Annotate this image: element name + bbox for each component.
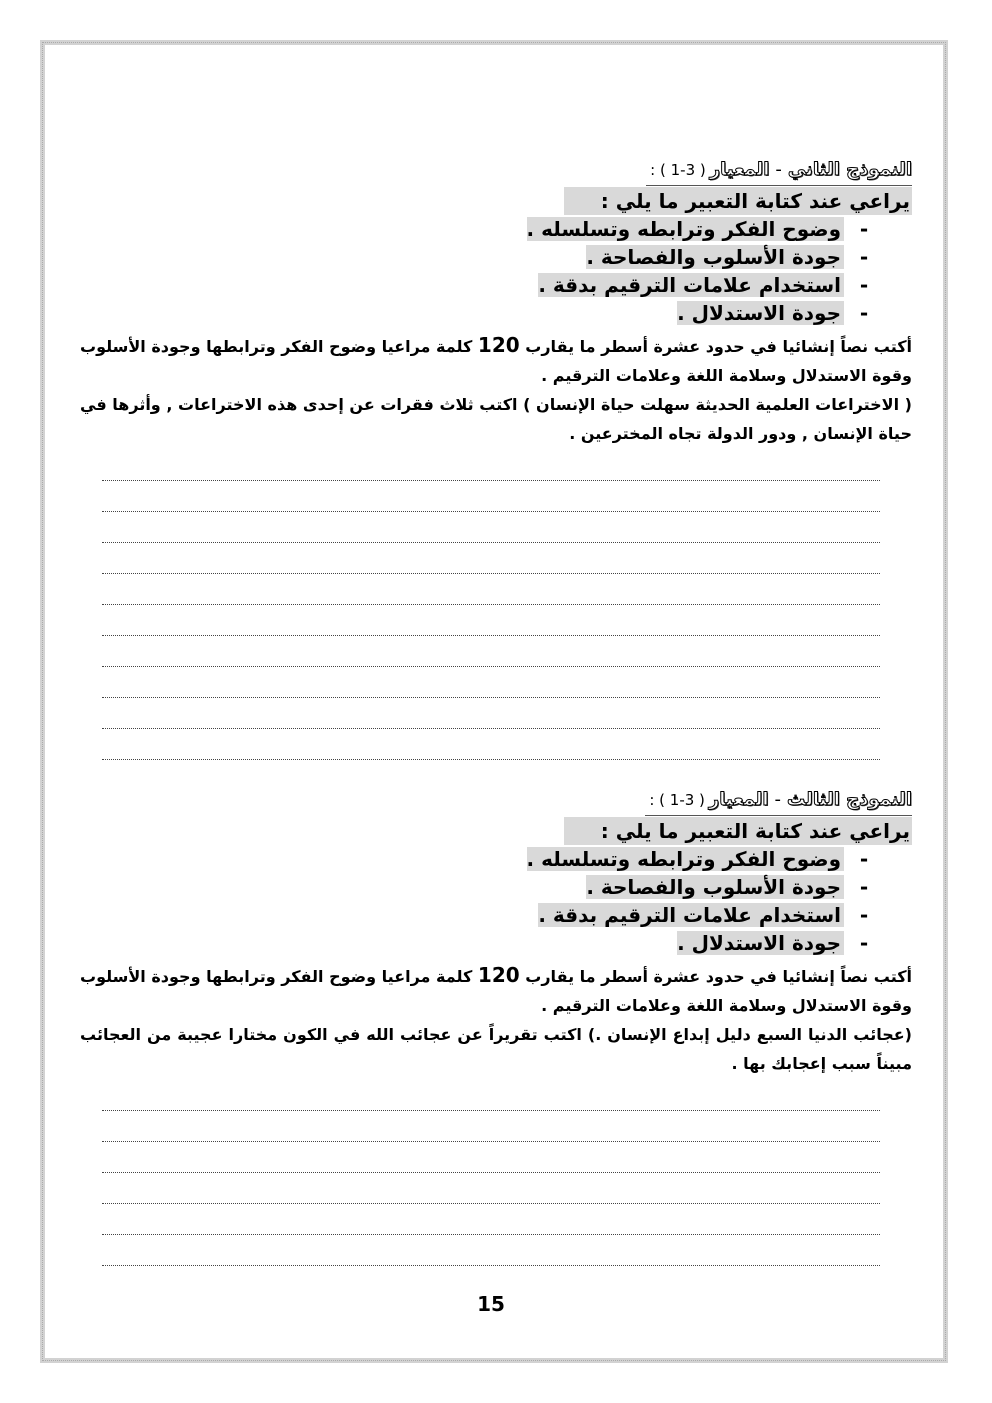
- list-item: -استخدام علامات الترقيم بدقة .: [538, 273, 869, 297]
- answer-line[interactable]: [102, 481, 880, 512]
- list-item: -جودة الأسلوب والفصاحة .: [586, 245, 869, 269]
- section-model-two: [80, 155, 912, 760]
- section-heading: [645, 785, 912, 816]
- list-item: -استخدام علامات الترقيم بدقة .: [538, 903, 869, 927]
- page-number: 15: [477, 1292, 505, 1316]
- answer-line[interactable]: [102, 512, 880, 543]
- criterion-label: المعيار: [709, 159, 770, 180]
- intro-line: [80, 817, 912, 845]
- criterion-code: ( 3-1 ) :: [649, 791, 705, 809]
- answer-lines: [80, 1080, 912, 1266]
- answer-line[interactable]: [102, 605, 880, 636]
- answer-line[interactable]: [102, 636, 880, 667]
- list-item: -جودة الأسلوب والفصاحة .: [586, 875, 869, 899]
- answer-line[interactable]: [102, 1142, 880, 1173]
- word-count: 120: [477, 333, 520, 357]
- section-heading: [646, 155, 912, 186]
- instruction-paragraph: أكتب نصاً إنشائيا في حدود عشرة أسطر ما يقارب 120 كلمة مراعيا وضوح الفكر وترابطها وجودة الأسلوب وقوة الاستدلال وسلامة اللغة وعلامات الترقيم .: [80, 333, 913, 385]
- word-count: 120: [477, 963, 520, 987]
- model-label: النموذج الثالث: [787, 789, 912, 810]
- intro-text: يراعي عند كتابة التعبير ما يلي :: [564, 817, 912, 845]
- answer-line[interactable]: [102, 1235, 880, 1266]
- list-item: -وضوح الفكر وترابطه وتسلسله .: [526, 847, 869, 871]
- model-label: النموذج الثاني: [787, 159, 912, 180]
- answer-line[interactable]: [102, 1204, 880, 1235]
- answer-line[interactable]: [102, 729, 880, 760]
- criterion-label: المعيار: [708, 789, 769, 810]
- answer-line[interactable]: [102, 574, 880, 605]
- list-item: -جودة الاستدلال .: [677, 301, 869, 325]
- heading-separator: -: [774, 789, 782, 810]
- answer-line[interactable]: [102, 543, 880, 574]
- section-model-three: [80, 785, 912, 1266]
- answer-line[interactable]: [102, 1080, 880, 1111]
- answer-line[interactable]: [102, 667, 880, 698]
- heading-separator: -: [775, 159, 782, 180]
- list-item: -وضوح الفكر وترابطه وتسلسله .: [526, 217, 869, 241]
- task-paragraph: ( الاختراعات العلمية الحديثة سهلت حياة الإنسان ) اكتب ثلاث فقرات عن إحدى هذه الاختراعات , وأثرها في حياة الإنسان , ودور الدولة تجاه المخترعين .: [80, 395, 912, 443]
- answer-line[interactable]: [102, 1173, 880, 1204]
- answer-line[interactable]: [102, 450, 880, 481]
- intro-text: يراعي عند كتابة التعبير ما يلي :: [564, 187, 912, 215]
- answer-line[interactable]: [102, 698, 880, 729]
- intro-line: [80, 187, 912, 215]
- task-paragraph: (عجائب الدنيا السبع دليل إبداع الإنسان .) اكتب تقريراً عن عجائب الله في الكون مختارا عجيبة من العجائب مبيناً سبب إعجابك بها .: [80, 1025, 912, 1073]
- answer-line[interactable]: [102, 1111, 880, 1142]
- criterion-code: ( 3-1 ) :: [650, 161, 706, 179]
- instruction-paragraph: أكتب نصاً إنشائيا في حدود عشرة أسطر ما يقارب 120 كلمة مراعيا وضوح الفكر وترابطها وجودة الأسلوب وقوة الاستدلال وسلامة اللغة وعلامات الترقيم .: [80, 963, 913, 1015]
- answer-lines: [80, 450, 912, 760]
- list-item: -جودة الاستدلال .: [677, 931, 869, 955]
